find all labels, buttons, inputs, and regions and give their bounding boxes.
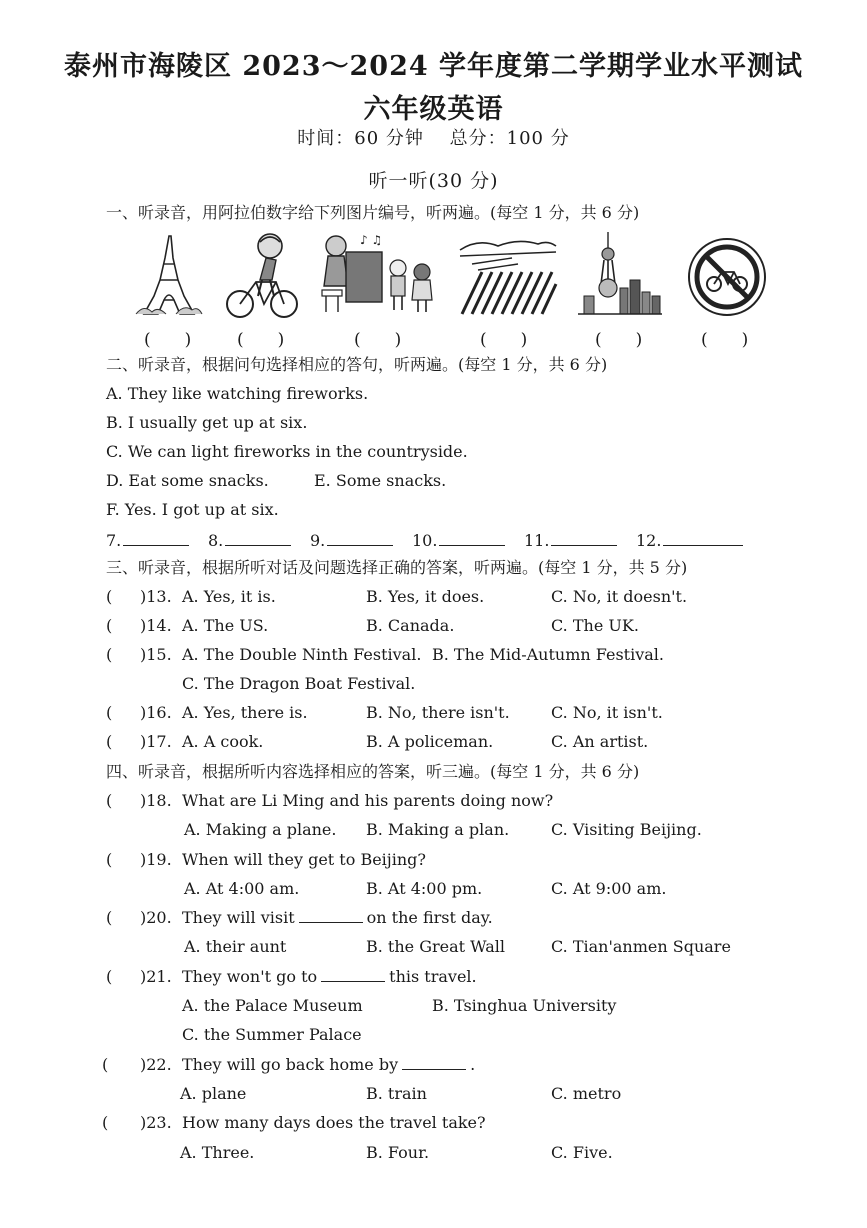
section3-heading: 三、听录音，根据所听对话及问题选择正确的答案，听两遍。(每空 1 分，共 5 分) (106, 558, 688, 577)
question-number: )21. (140, 967, 172, 986)
answer-blank-10[interactable] (412, 531, 505, 551)
stem-text: on the first day. (366, 908, 493, 927)
blank-number: 9. (310, 531, 326, 550)
question-number: )17. (140, 732, 172, 751)
blank-line (663, 531, 743, 546)
stem-text: They will go back home by (182, 1055, 399, 1074)
fill-blank[interactable] (402, 1055, 466, 1070)
option-a: A. Yes, there is. (182, 703, 308, 722)
piano-children-icon (318, 232, 438, 322)
option-b: B. No, there isn't. (366, 703, 510, 722)
option-c: C. metro (551, 1084, 622, 1103)
answer-blank-7[interactable] (106, 531, 189, 551)
question-stem (182, 967, 477, 987)
fill-blank[interactable] (299, 908, 363, 923)
section2-option-a: A. They like watching fireworks. (106, 384, 369, 403)
option-b: B. At 4:00 pm. (366, 879, 483, 898)
svg-text:♪ ♫: ♪ ♫ (360, 233, 383, 247)
question-number: )19. (140, 850, 172, 869)
answer-paren[interactable]: ( (106, 732, 113, 751)
option-a: A. their aunt (184, 937, 287, 956)
option-a: A. The Double Ninth Festival. (182, 645, 422, 664)
question-number: )16. (140, 703, 172, 722)
question-stem (182, 1055, 475, 1075)
eiffel-tower-icon (136, 234, 202, 322)
pic5-answer: ( ) (595, 330, 643, 350)
time-info: 时间：60 分钟 总分：100 分 (297, 128, 570, 149)
option-c: C. Five. (551, 1143, 613, 1162)
answer-paren[interactable]: ( (106, 967, 113, 986)
question-number: )20. (140, 908, 172, 927)
section2-option-b: B. I usually get up at six. (106, 413, 308, 432)
answer-paren[interactable]: ( (106, 791, 113, 810)
option-c: C. An artist. (551, 732, 649, 751)
answer-paren[interactable]: ( (106, 587, 113, 606)
answer-paren[interactable]: ( (106, 645, 113, 664)
option-c: C. Visiting Beijing. (551, 820, 702, 839)
option-a: A. A cook. (182, 732, 264, 751)
blank-line (123, 531, 189, 546)
option-a: A. Three. (180, 1143, 255, 1162)
cyclist-icon (226, 232, 298, 324)
question-number: )18. (140, 791, 172, 810)
pic4-answer: ( ) (480, 330, 528, 350)
blank-number: 11. (524, 531, 550, 550)
blank-line (551, 531, 617, 546)
option-b: B. Yes, it does. (366, 587, 485, 606)
question-stem (182, 908, 493, 928)
stem-text: They will visit (182, 908, 295, 927)
option-c: C. Tian'anmen Square (551, 937, 731, 956)
question-number: )15. (140, 645, 172, 664)
pic6-answer: ( ) (701, 330, 749, 350)
option-b: B. The Mid-Autumn Festival. (432, 645, 664, 664)
pic2-answer: ( ) (237, 330, 285, 350)
question-number: )13. (140, 587, 172, 606)
option-c: C. No, it isn't. (551, 703, 663, 722)
answer-paren[interactable]: ( (106, 616, 113, 635)
blank-line (439, 531, 505, 546)
question-stem: What are Li Ming and his parents doing now? (182, 791, 554, 810)
option-b: B. Making a plan. (366, 820, 510, 839)
option-a: A. plane (180, 1084, 247, 1103)
section2-option-d: D. Eat some snacks. (106, 471, 269, 490)
option-a: A. The US. (182, 616, 269, 635)
tv-tower-skyline-icon (578, 232, 662, 322)
question-number: )22. (140, 1055, 172, 1074)
option-a: A. At 4:00 am. (184, 879, 300, 898)
option-a: A. Yes, it is. (182, 587, 276, 606)
exam-title: 泰州市海陵区 2023～2024 学年度第二学期学业水平测试 (63, 51, 804, 82)
blank-number: 7. (106, 531, 122, 550)
question-stem: When will they get to Beijing? (182, 850, 426, 869)
option-a: A. Making a plane. (184, 820, 337, 839)
option-c: C. The Dragon Boat Festival. (182, 674, 416, 693)
option-c: C. the Summer Palace (182, 1025, 362, 1044)
section2-heading: 二、听录音，根据问句选择相应的答句，听两遍。(每空 1 分，共 6 分) (106, 355, 608, 374)
question-number: )23. (140, 1113, 172, 1132)
option-c: C. No, it doesn't. (551, 587, 688, 606)
section4-heading: 四、听录音，根据所听内容选择相应的答案，听三遍。(每空 1 分，共 6 分) (106, 762, 640, 781)
stem-text: . (470, 1055, 476, 1074)
pic3-answer: ( ) (354, 330, 402, 350)
stem-text: They won't go to (182, 967, 318, 986)
stem-text: this travel. (389, 967, 477, 986)
answer-paren[interactable]: ( (106, 703, 113, 722)
option-b: B. the Great Wall (366, 937, 505, 956)
no-bicycle-sign-icon (686, 236, 768, 322)
answer-blank-12[interactable] (636, 531, 743, 551)
option-b: B. A policeman. (366, 732, 494, 751)
blank-number: 10. (412, 531, 438, 550)
section2-option-f: F. Yes. I got up at six. (106, 500, 279, 519)
section2-option-e: E. Some snacks. (314, 471, 447, 490)
option-c: C. At 9:00 am. (551, 879, 667, 898)
section2-option-c: C. We can light fireworks in the countryside. (106, 442, 468, 461)
answer-paren[interactable]: ( (102, 1055, 109, 1074)
option-b: B. Four. (366, 1143, 430, 1162)
option-a: A. the Palace Museum (182, 996, 363, 1015)
option-b: B. train (366, 1084, 427, 1103)
question-number: )14. (140, 616, 172, 635)
blank-number: 12. (636, 531, 662, 550)
pic1-answer: ( ) (144, 330, 192, 350)
question-stem: How many days does the travel take? (182, 1113, 486, 1132)
option-b: B. Canada. (366, 616, 455, 635)
answer-paren[interactable]: ( (102, 1113, 109, 1132)
blank-line (327, 531, 393, 546)
exam-subtitle: 六年级英语 (363, 94, 504, 125)
answer-blank-8[interactable] (208, 531, 291, 551)
answer-blank-11[interactable] (524, 531, 617, 551)
blank-line (225, 531, 291, 546)
answer-paren[interactable]: ( (106, 850, 113, 869)
section1-heading: 一、听录音，用阿拉伯数字给下列图片编号，听两遍。(每空 1 分，共 6 分) (106, 203, 640, 222)
fill-blank[interactable] (321, 967, 385, 982)
option-b: B. Tsinghua University (432, 996, 617, 1015)
great-wall-icon (458, 236, 556, 320)
part-heading: 听一听(30 分) (368, 170, 499, 192)
answer-blank-9[interactable] (310, 531, 393, 551)
blank-number: 8. (208, 531, 224, 550)
option-c: C. The UK. (551, 616, 639, 635)
answer-paren[interactable]: ( (106, 908, 113, 927)
